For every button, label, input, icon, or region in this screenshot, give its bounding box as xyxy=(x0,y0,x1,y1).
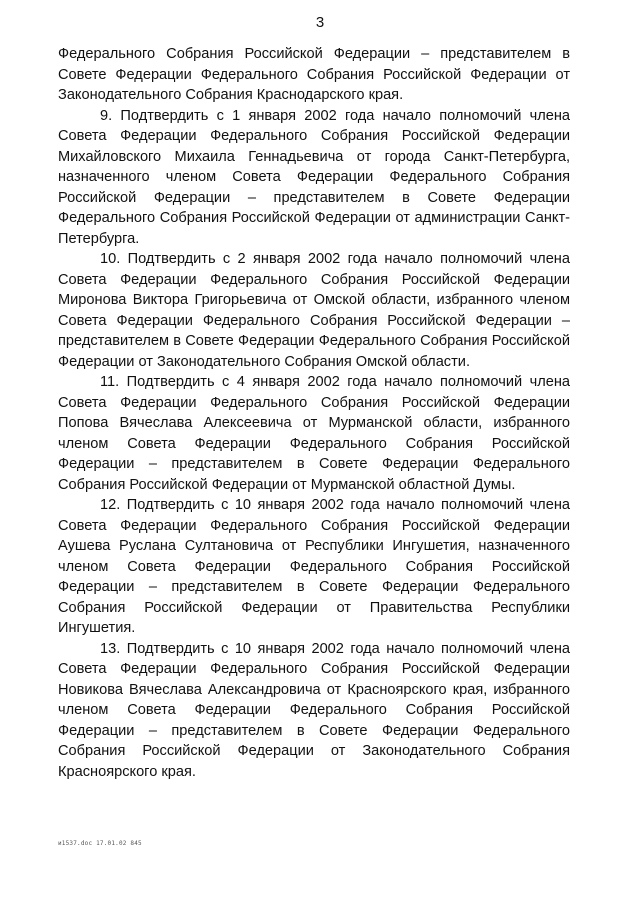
paragraph-item-11: 11. Подтвердить с 4 января 2002 года начало полномочий члена Совета Федерации Федерального Собрания Российской Федерации Попова Вячеслава Алексеевича от Мурманской области, избранного членом Совета Федерации Федерального Собрания Российской Федерации – представителем в Совете Федерации Федерального Собрания Российской Федерации от Мурманской областной Думы. xyxy=(58,374,570,493)
footer-file-code: и1537.doc 17.01.02 845 xyxy=(58,840,142,847)
document-body xyxy=(58,44,570,782)
paragraph-item-12: 12. Подтвердить с 10 января 2002 года начало полномочий члена Совета Федерации Федерального Собрания Российской Федерации Аушева Руслана Султановича от Республики Ингушетия, назначенного членом Совета Федерации Федерального Собрания Российской Федерации – представителем в Совете Федерации Федерального Собрания Российской Федерации от Правительства Республики Ингушетия. xyxy=(58,497,570,636)
paragraph-item-10: 10. Подтвердить с 2 января 2002 года начало полномочий члена Совета Федерации Федерального Собрания Российской Федерации Миронова Виктора Григорьевича от Омской области, избранного членом Совета Федерации Федерального Собрания Российской Федерации – представителем в Совете Федерации Федерального Собрания Российской Федерации от Законодательного Собрания Омской области. xyxy=(58,251,570,370)
paragraph-item-13: 13. Подтвердить с 10 января 2002 года начало полномочий члена Совета Федерации Федерального Собрания Российской Федерации Новикова Вячеслава Александровича от Красноярского края, избранного членом Совета Федерации Федерального Собрания Российской Федерации – представителем в Совете Федерации Федерального Собрания Российской Федерации от Законодательного Собрания Красноярского края. xyxy=(58,640,570,780)
page-number: 3 xyxy=(315,14,325,31)
paragraph-item-9: 9. Подтвердить с 1 января 2002 года начало полномочий члена Совета Федерации Федерального Собрания Российской Федерации Михайловского Михаила Геннадьевича от города Санкт-Петербурга, назначенного членом Совета Федерации Федерального Собрания Российской Федерации – представителем в Совете Федерации Федерального Собрания Российской Федерации от администрации Санкт-Петербурга. xyxy=(58,107,570,247)
paragraph-continuation: Федерального Собрания Российской Федерации – представителем в Совете Федерации Федерального Собрания Российской Федерации от Законодательного Собрания Краснодарского края. xyxy=(58,46,570,103)
